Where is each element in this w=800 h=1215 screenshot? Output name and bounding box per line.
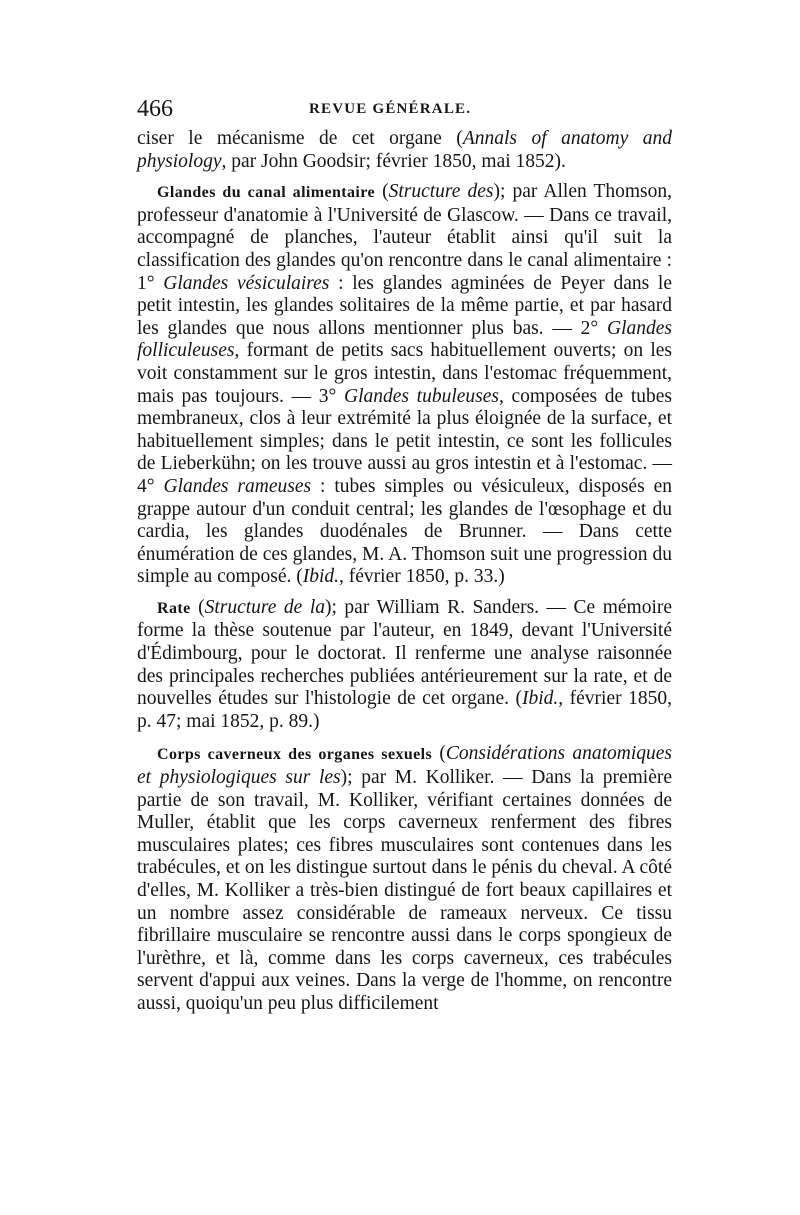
text-run: : les glandes agminées de Peyer dans le petit intestin, les glandes solitaires de la même partie, et par hasard les glandes que nous allons mentionner plus bas. — 2° <box>137 272 672 339</box>
italic-run: Glandes folliculeuses <box>137 317 672 362</box>
text-run: , février 1850, p. 47; mai 1852, p. 89.) <box>137 688 672 732</box>
text-run: : tubes simples ou vésiculeux, disposés en grappe autour d'un conduit central; les glandes de l'œsophage et du cardia, les glandes duodénales de Brunner. — Dans cette énumération de ces glandes, M. A. Thomson suit une progression du simple au composé. ( <box>137 475 672 588</box>
text-run: ciser le mécanisme de cet organe ( <box>137 128 463 149</box>
page-header <box>137 96 672 130</box>
section-heading: Rate <box>157 599 191 617</box>
paragraph-continuation <box>137 128 672 173</box>
section-heading: Glandes du canal alimentaire <box>157 184 375 202</box>
text-run: ); par Allen Thomson, professeur d'anatomie à l'Université de Glascow. — Dans ce travail, accompagné de planches, l'auteur établit ainsi qu'il suit la classification des glandes qu'on rencontre dans le canal alimentaire : 1° <box>137 181 673 294</box>
text-run: ( <box>375 181 389 203</box>
text-run: ( <box>190 596 205 618</box>
text-run: ); par M. Kolliker. — Dans la première partie de son travail, M. Kolliker, vérifiant certaines données de Muller, établit que les corps caverneux renferment des fibres musculaires plates; ces fibres musculaires sont contenues dans les trabécules, et on les distingue surtout dans le pénis du cheval. A côté d'elles, M. Kolliker a très-bien distingué de fort beaux capillaires et un nombre assez considérable de rameaux nerveux. Ce tissu fibrillaire musculaire se rencontre aussi dans le corps spongieux de l'urèthre, et là, comme dans les corps caverneux, ces trabécules servent d'appui aux veines. Dans la verge de l'homme, on rencontre aussi, quoiqu'un peu plus difficilement <box>137 767 672 1014</box>
italic-run: Structure de la <box>204 596 326 618</box>
text-run: ); par William R. Sanders. — Ce mémoire forme la thèse soutenue par l'auteur, en 1849, devant l'Université d'Édimbourg, pour le doctorat. Il renferme une analyse raisonnée des principales recherches publiées antérieurement sur la rate, et de nouvelles études sur l'histologie de cet organe. ( <box>137 596 673 710</box>
paragraph-corps-caverneux <box>137 743 672 1015</box>
page-number: 466 <box>137 96 173 122</box>
paragraph-rate <box>137 597 672 734</box>
italic-run: Glandes rameuses <box>163 475 312 497</box>
italic-run: Ibid. <box>521 688 559 710</box>
italic-run: Glandes tubuleuses, <box>344 385 504 407</box>
text-run: composées de tubes membraneux, clos à leur extrémité la plus éloignée de la surface, et habituellement simples; dans le petit intestin, ce sont les follicules de Lieberkühn; on les trouve aussi au gros intestin et à l'estomac. — 4° <box>137 385 672 497</box>
italic-run: Considérations anatomiques et physiologiques sur les <box>137 743 673 789</box>
italic-run: Structure des <box>388 181 494 203</box>
italic-run: Glandes vésiculaires <box>163 272 330 294</box>
text-run: ( <box>432 743 446 765</box>
section-heading: Corps caverneux des organes sexuels <box>157 746 433 764</box>
text-run: , formant de petits sacs habituellement ouverts; on les voit constamment sur le gros intestin, dans l'estomac fréquemment, mais pas toujours. — 3° <box>137 340 672 407</box>
italic-run: Annals of anatomy and physiology <box>137 128 672 172</box>
body-text <box>137 128 672 1016</box>
running-title: REVUE GÉNÉRALE. <box>309 101 472 117</box>
text-run: , par John Goodsir; février 1850, mai 1852). <box>221 150 566 172</box>
italic-run: Ibid. <box>302 566 340 588</box>
text-run: , février 1850, p. 33.) <box>339 566 505 588</box>
paragraph-glandes <box>137 181 672 589</box>
